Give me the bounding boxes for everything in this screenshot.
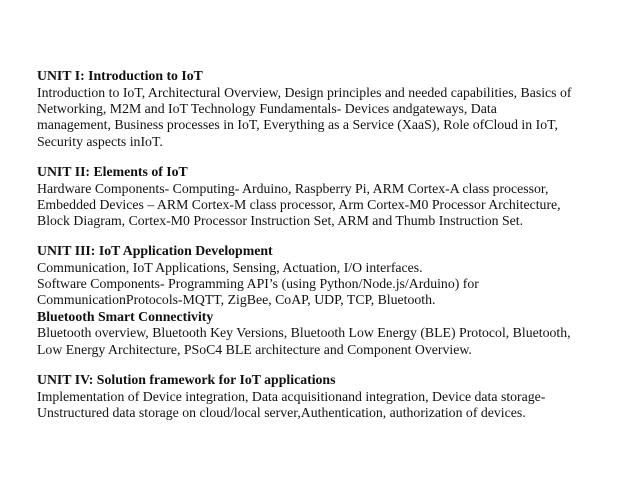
unit-2-line-1: Hardware Components- Computing- Arduino, Raspberry Pi, ARM Cortex-A class processor, <box>37 180 549 196</box>
unit-4-section <box>37 372 573 421</box>
unit-2-section <box>37 164 573 230</box>
unit-1-section <box>37 68 573 150</box>
unit-1-line-2 <box>37 101 573 117</box>
unit-1-line-4: Security aspects inIoT. <box>37 133 163 149</box>
unit-4-line-2: Unstructured data storage on cloud/local server,Authentication, authorization of devices. <box>37 404 526 420</box>
unit-3-subheading: Bluetooth Smart Connectivity <box>37 308 214 324</box>
unit-3-line-3: CommunicationProtocols-MQTT, ZigBee, CoAP, UDP, TCP, Bluetooth. <box>37 292 436 308</box>
unit-3-subline-2: Low Energy Architecture, PSoC4 BLE architecture and Component Overview. <box>37 341 472 357</box>
unit-3-section <box>37 243 573 358</box>
unit-3-line-2: Software Components- Programming API’s (using Python/Node.js/Arduino) for <box>37 275 479 291</box>
unit-2-heading: UNIT II: Elements of IoT <box>37 164 188 179</box>
unit-3-line-1: Communication, IoT Applications, Sensing, Actuation, I/O interfaces. <box>37 259 423 275</box>
unit-2-line-3: Block Diagram, Cortex-M0 Processor Instruction Set, ARM and Thumb Instruction Set. <box>37 213 524 229</box>
unit-1-line-3: management, Business processes in IoT, Everything as a Service (XaaS), Role ofCloud in IoT, <box>37 117 558 133</box>
unit-4-line-1: Implementation of Device integration, Data acquisitionand integration, Device data storage- <box>37 388 546 404</box>
unit-3-heading: UNIT III: IoT Application Development <box>37 243 273 258</box>
unit-1-line-2-text: Networking, M2M and IoT Technology Fundamentals- Devices andgateways, Data <box>37 100 497 116</box>
unit-2-line-2: Embedded Devices – ARM Cortex-M class processor, Arm Cortex-M0 Processor Architecture, <box>37 196 561 212</box>
unit-1-heading: UNIT I: Introduction to IoT <box>37 68 203 83</box>
unit-3-subline-1: Bluetooth overview, Bluetooth Key Versions, Bluetooth Low Energy (BLE) Protocol, Bluetooth, <box>37 325 571 341</box>
unit-4-heading: UNIT IV: Solution framework for IoT applications <box>37 372 336 387</box>
unit-1-line-1: Introduction to IoT, Architectural Overview, Design principles and needed capabilities, Basics of <box>37 84 572 100</box>
